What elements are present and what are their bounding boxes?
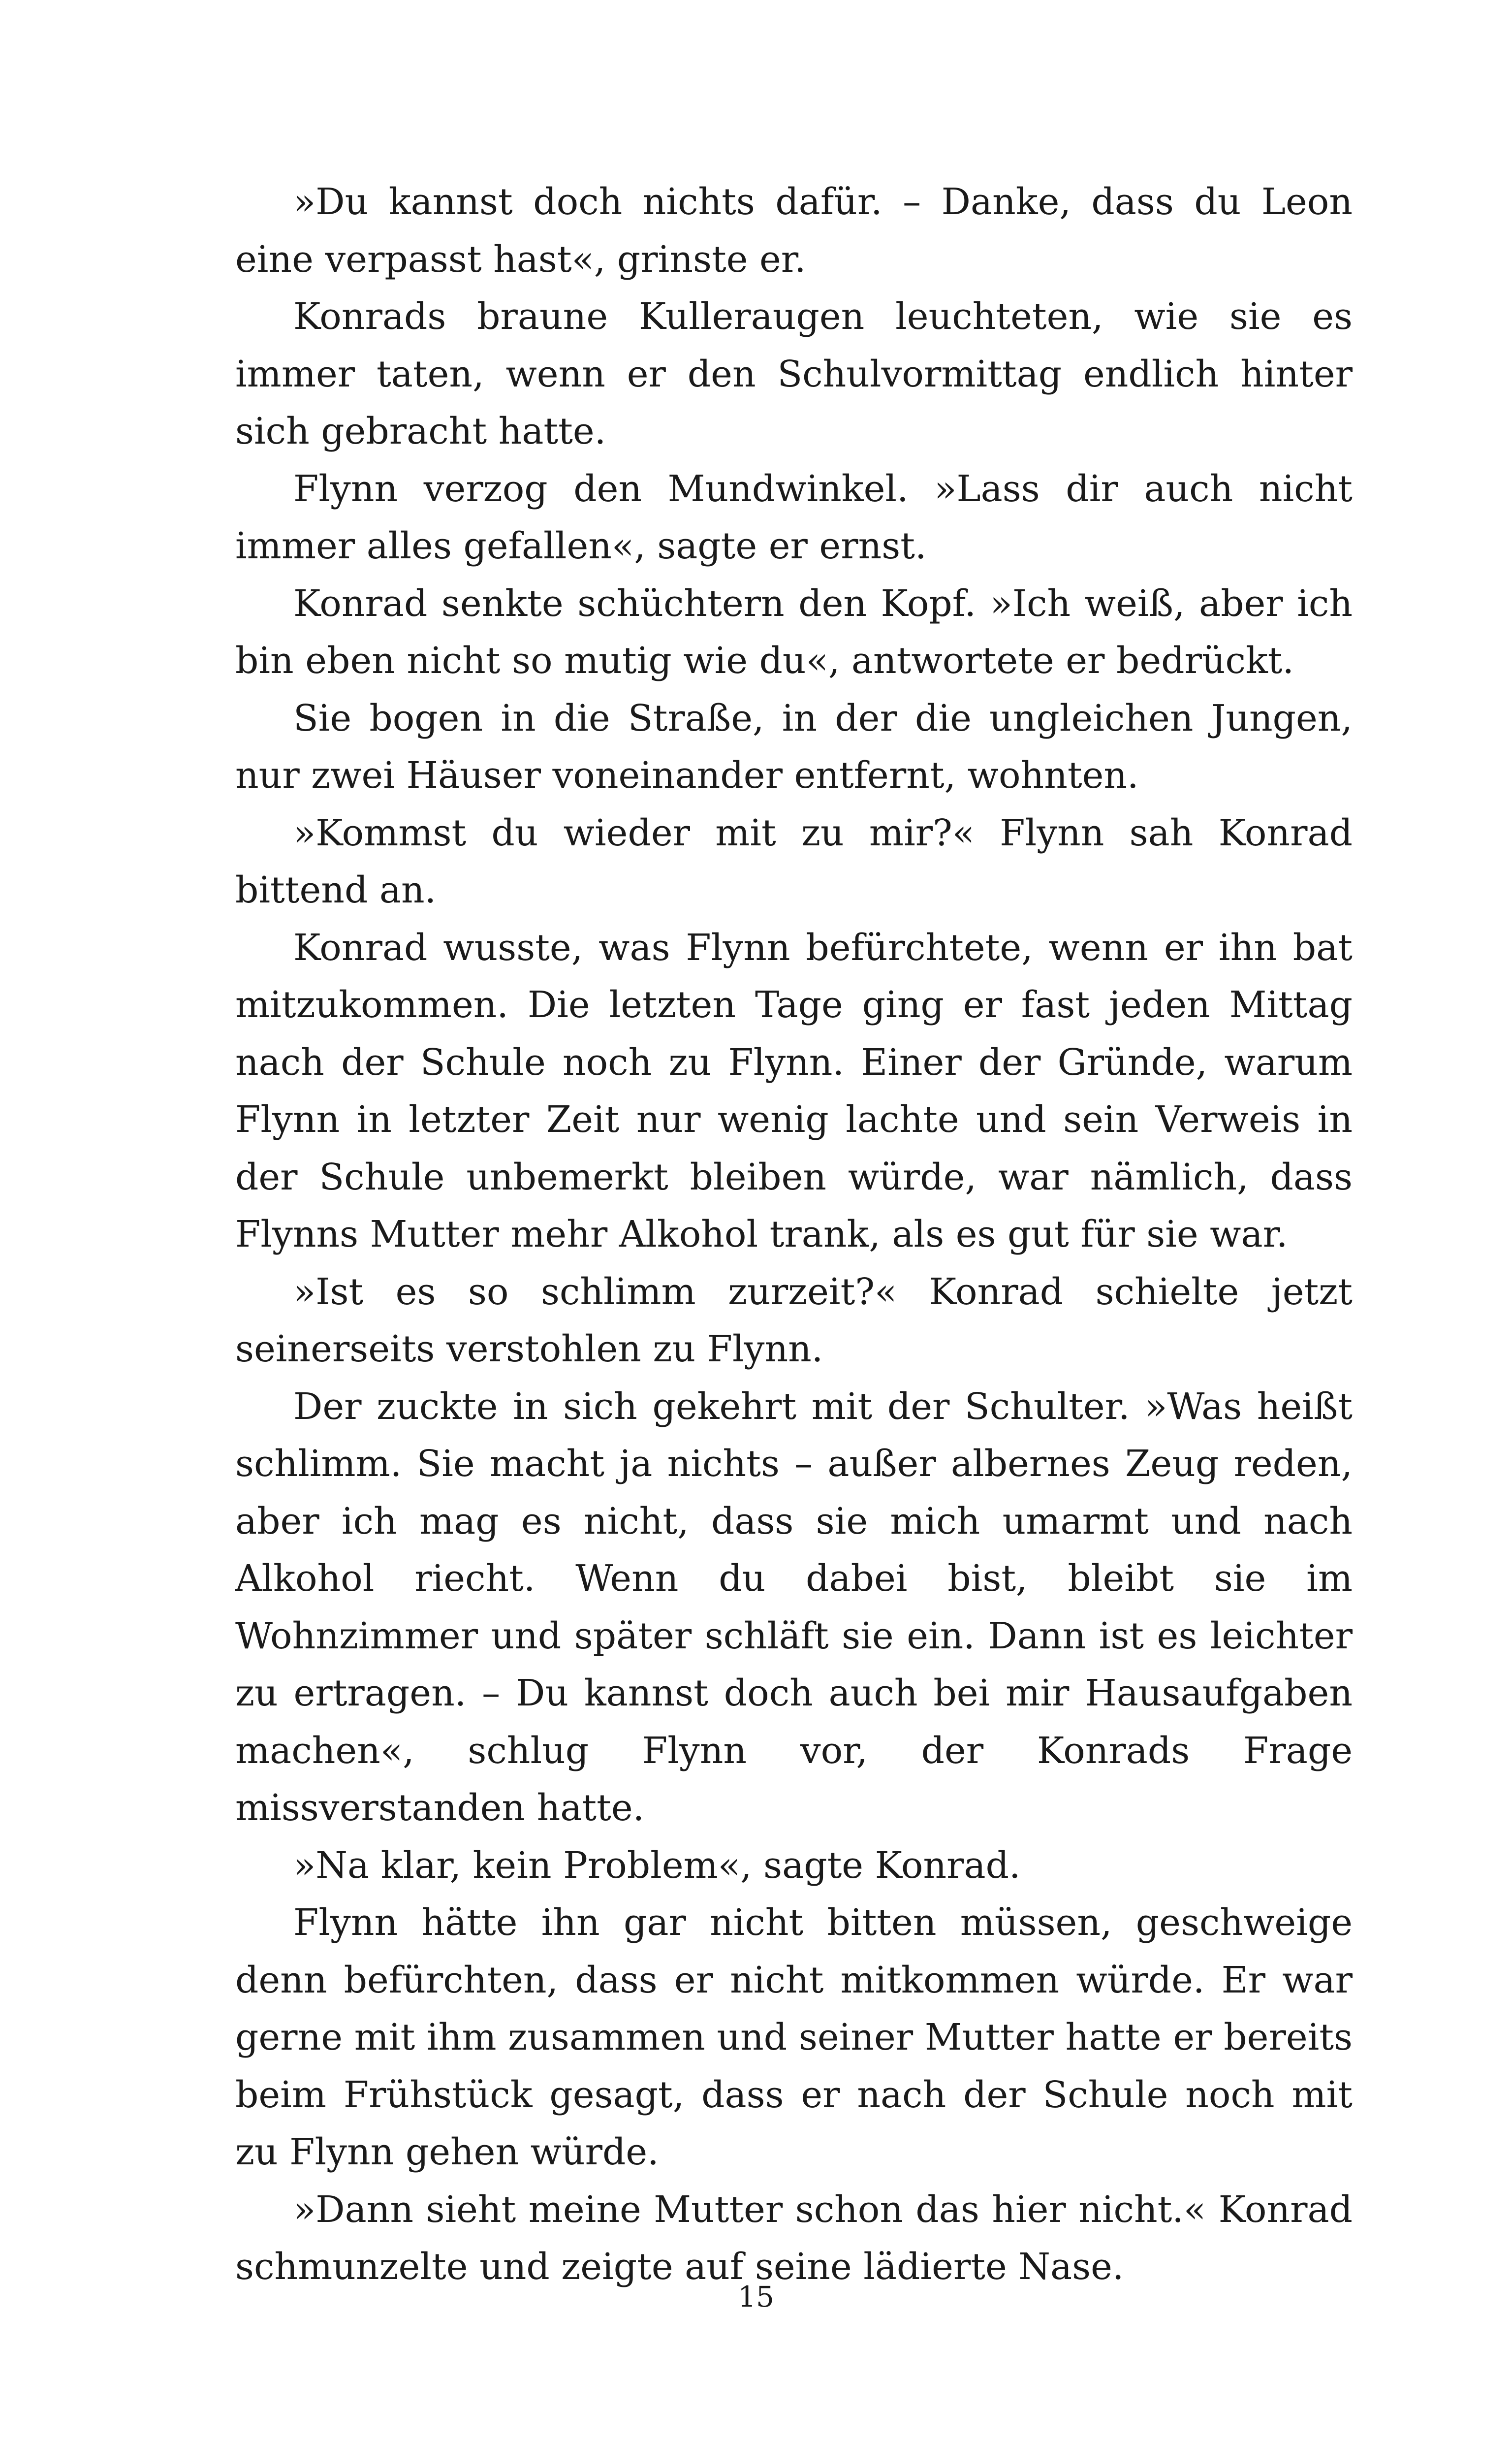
paragraph: Der zuckte in sich gekehrt mit der Schulter. »Was heißt schlimm. Sie macht ja nichts – außer albernes Zeug reden, aber ich mag es nicht, dass sie mich umarmt und nach Alkohol riecht. Wenn du dabei bist, bleibt sie im Wohnzimmer und später schläft sie ein. Dann ist es leichter zu ertragen. – Du kannst doch auch bei mir Hausaufgaben machen«, schlug Flynn vor, der Konrads Frage missverstanden hatte.: [235, 1385, 1353, 1829]
paragraph: »Na klar, kein Problem«, sagte Konrad.: [293, 1844, 1021, 1887]
body-text: [235, 173, 1353, 2296]
paragraph: Flynn hätte ihn gar nicht bitten müssen, geschweige denn befürchten, dass er nicht mitkommen würde. Er war gerne mit ihm zusammen und seiner Mutter hatte er bereits beim Frühstück gesagt, dass er nach der Schule noch mit zu Flynn gehen würde.: [235, 1901, 1353, 2173]
paragraph: Konrad wusste, was Flynn befürchtete, wenn er ihn bat mitzukommen. Die letzten Tage ging er fast jeden Mittag nach der Schule noch zu Flynn. Einer der Gründe, warum Flynn in letzter Zeit nur wenig lachte und sein Verweis in der Schule unbemerkt bleiben würde, war nämlich, dass Flynns Mutter mehr Alkohol trank, als es gut für sie war.: [235, 926, 1353, 1255]
paragraph: Konrad senkte schüchtern den Kopf. »Ich weiß, aber ich bin eben nicht so mutig wie du«, antwortete er bedrückt.: [235, 582, 1353, 682]
paragraph: Flynn verzog den Mundwinkel. »Lass dir auch nicht immer alles gefallen«, sagte er ernst.: [235, 467, 1353, 567]
paragraph: »Kommst du wieder mit zu mir?« Flynn sah Konrad bittend an.: [235, 811, 1353, 911]
paragraph: »Ist es so schlimm zurzeit?« Konrad schielte jetzt seinerseits verstohlen zu Flynn.: [235, 1270, 1353, 1370]
paragraph: Sie bogen in die Straße, in der die ungleichen Jungen, nur zwei Häuser voneinander entfernt, wohnten.: [235, 697, 1353, 797]
paragraph: »Du kannst doch nichts dafür. – Danke, dass du Leon eine verpasst hast«, grinste er.: [235, 181, 1353, 281]
page-number: 15: [738, 2280, 774, 2314]
paragraph: »Dann sieht meine Mutter schon das hier nicht.« Konrad schmunzelte und zeigte auf seine lädierte Nase.: [235, 2188, 1353, 2288]
paragraph: Konrads braune Kulleraugen leuchteten, wie sie es immer taten, wenn er den Schulvormittag endlich hinter sich gebracht hatte.: [235, 295, 1353, 452]
